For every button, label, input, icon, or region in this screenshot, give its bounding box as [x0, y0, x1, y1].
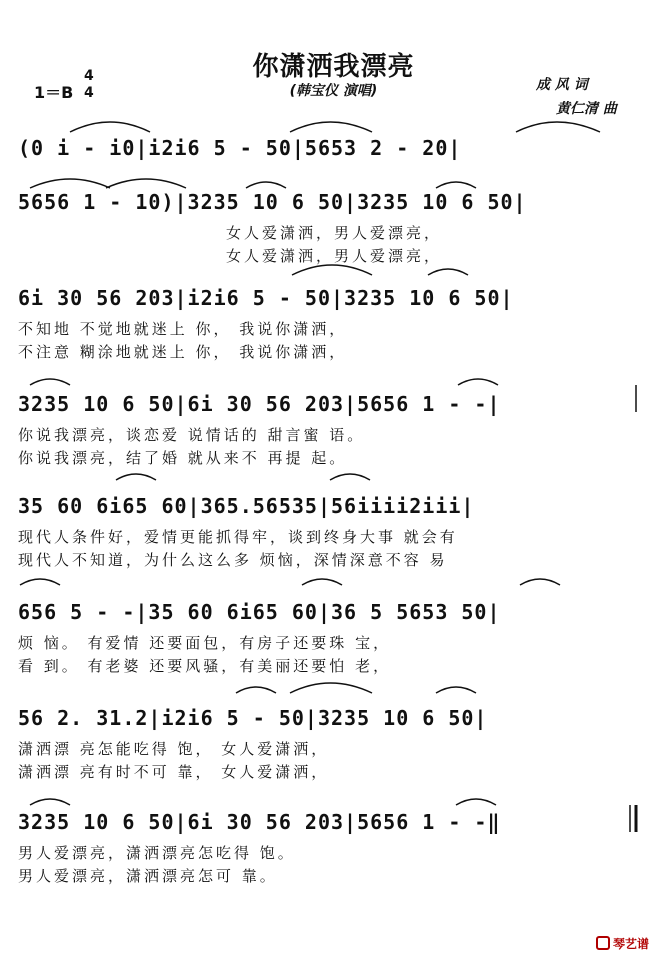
score-row-8-lyrics-1: 男人爱漂亮，潇洒漂亮怎吃得 饱。	[18, 844, 296, 862]
score-row-5-lyrics-2: 现代人不知道，为什么这么多 烦恼，深情深意不容 易	[18, 551, 448, 569]
time-signature	[84, 68, 94, 102]
score-row-2-lyrics-1: 女人爱潇洒，男人爱漂亮，	[226, 224, 443, 242]
score-row-2-notes: 5656 1 - 10)|3235 10 6 50|3235 10 6 50|	[18, 190, 527, 214]
score-row-3-notes: 6i 30 56 203|i2i6 5 - 50|3235 10 6 50|	[18, 286, 514, 310]
score-row-7-lyrics-2: 潇洒漂 亮有时不可 靠， 女人爱潇洒，	[18, 763, 330, 781]
song-subtitle: (韩宝仪 演唱)	[289, 83, 378, 99]
composer-credit: 黄仁清 曲	[556, 101, 617, 117]
lyricist-credit: 成 风 词	[536, 77, 588, 93]
time-signature-bottom: 4	[84, 85, 94, 101]
score-row-6-lyrics-1: 烦 恼。 有爱情 还要面包，有房子还要珠 宝，	[18, 634, 392, 652]
score-row-7-notes: 56 2. 31.2|i2i6 5 - 50|3235 10 6 50|	[18, 706, 488, 730]
key-signature: 1＝B	[34, 83, 74, 102]
score-row-8-lyrics-2: 男人爱漂亮，潇洒漂亮怎可 靠。	[18, 867, 278, 885]
watermark-text: 琴艺谱	[613, 937, 650, 951]
score-row-5-notes: 35 60 6i65 60|365.56535|56iiii2iii|	[18, 494, 475, 518]
score-row-8-notes: 3235 10 6 50|6i 30 56 203|5656 1 - -‖	[18, 810, 501, 834]
score-row-4-lyrics-1: 你说我漂亮，谈恋爱 说情话的 甜言蜜 语。	[18, 426, 366, 444]
score-row-6-notes: 656 5 - -|35 60 6i65 60|36 5 5653 50|	[18, 600, 501, 624]
score-row-4-notes: 3235 10 6 50|6i 30 56 203|5656 1 - -|	[18, 392, 501, 416]
score-row-6-lyrics-2: 看 到。 有老婆 还要风骚，有美丽还要怕 老，	[18, 657, 392, 675]
song-title: 你潇洒我漂亮	[252, 52, 415, 82]
score-row-7-lyrics-1: 潇洒漂 亮怎能吃得 饱， 女人爱潇洒，	[18, 740, 330, 758]
score-row-3-lyrics-1: 不知地 不觉地就迷上 你， 我说你潇洒，	[18, 320, 348, 338]
score-row-1-notes: (0 i - i0|i2i6 5 - 50|5653 2 - 20|	[18, 136, 462, 160]
score-row-2-lyrics-2: 女人爱潇洒，男人爱漂亮，	[226, 247, 443, 265]
logo-icon	[596, 936, 610, 950]
time-signature-top: 4	[84, 68, 94, 84]
score-row-3-lyrics-2: 不注意 糊涂地就迷上 你， 我说你潇洒，	[18, 343, 348, 361]
watermark-logo	[596, 935, 649, 952]
score-row-4-lyrics-2: 你说我漂亮，结了婚 就从来不 再提 起。	[18, 449, 348, 467]
score-row-5-lyrics-1: 现代人条件好，爱情更能抓得牢，谈到终身大事 就会有	[18, 528, 458, 546]
